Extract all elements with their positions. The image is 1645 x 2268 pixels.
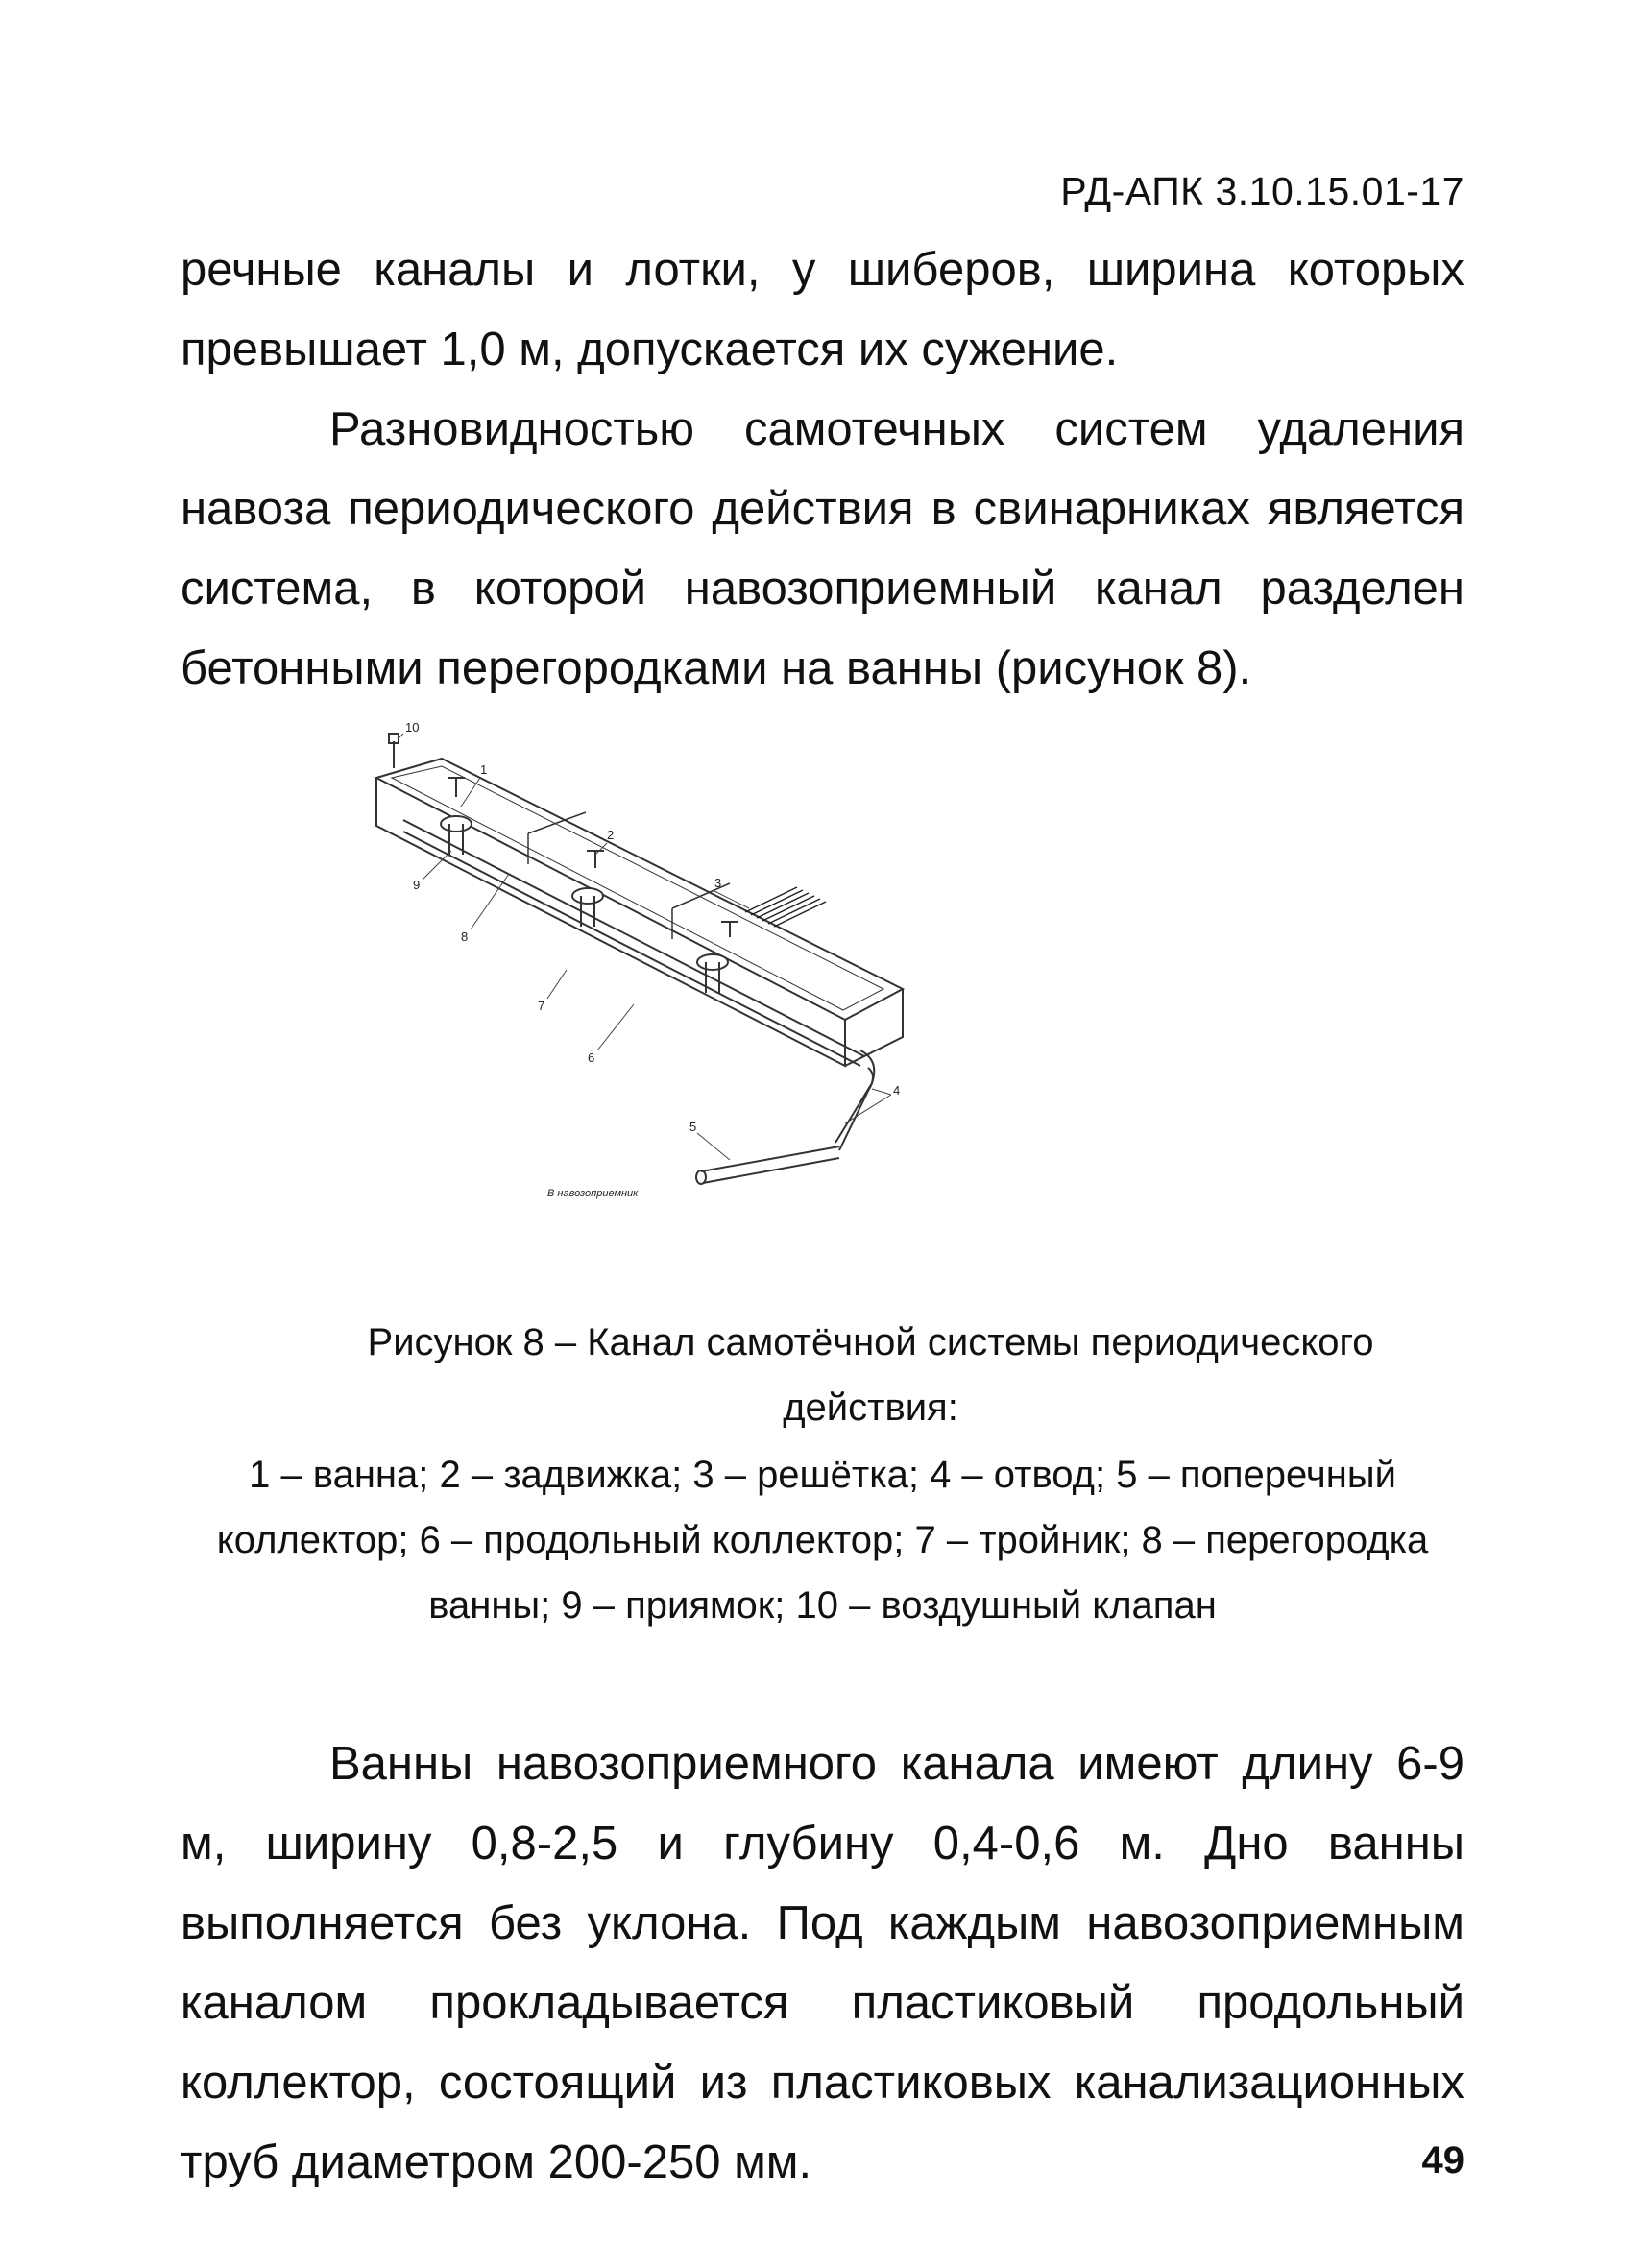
figure-caption-legend: 1 – ванна; 2 – задвижка; 3 – решётка; 4 – отвод; 5 – поперечный коллектор; 6 – продольный коллектор; 7 – тройник; 8 – перегородка ванны; 9 – приямок; 10 – воздушный клапан (216, 1454, 1429, 1627)
grate (745, 887, 826, 927)
document-code: РД-АПК 3.10.15.01-17 (1060, 169, 1464, 213)
figure-channel-diagram (365, 720, 1056, 1258)
label-outlet: В навозоприемник (547, 1188, 639, 1199)
label-9: 9 (413, 878, 421, 892)
page-number: 49 (1421, 2139, 1464, 2182)
label-6: 6 (588, 1050, 595, 1065)
channel-drawing (365, 720, 1056, 1258)
label-2: 2 (607, 828, 615, 842)
transverse-collector (696, 1146, 839, 1184)
label-10: 10 (405, 720, 420, 735)
figure-caption (181, 1310, 1464, 1638)
partition-2 (672, 883, 730, 939)
label-4: 4 (893, 1083, 901, 1098)
partition-1 (528, 812, 586, 864)
label-7: 7 (538, 999, 545, 1013)
figure-caption-title: Рисунок 8 – Канал самотёчной системы периодического действия: (367, 1321, 1374, 1429)
longitudinal-collector (403, 820, 874, 1150)
channel-rim (376, 759, 903, 1020)
paragraph-continued: речные каналы и лотки, у шиберов, ширина которых превышает 1,0 м, допускается их сужение. (181, 244, 1464, 375)
sumps (441, 816, 728, 993)
label-8: 8 (461, 929, 469, 944)
channel-end-wall (845, 989, 903, 1066)
paragraph-baths: Ванны навозоприемного канала имеют длину 6-9 м, ширину 0,8-2,5 и глубину 0,4-0,6 м. Дно ванны выполняется без уклона. Под каждым навозоприемным каналом прокладывается пластиковый продольный коллектор, состоящий из пластиковых канализационных труб диаметром 200-250 мм. (181, 1738, 1464, 2188)
label-5: 5 (689, 1120, 697, 1134)
label-3: 3 (714, 876, 722, 890)
valves (448, 778, 738, 937)
paragraph-intro-figure: Разновидностью самотечных систем удаления навоза периодического действия в свинарниках является система, в которой навозоприемный канал разделен бетонными перегородками на ванны (рисунок 8). (181, 403, 1464, 694)
channel-inner-rim (392, 766, 883, 1010)
label-1: 1 (480, 762, 488, 777)
air-valve (389, 734, 399, 768)
